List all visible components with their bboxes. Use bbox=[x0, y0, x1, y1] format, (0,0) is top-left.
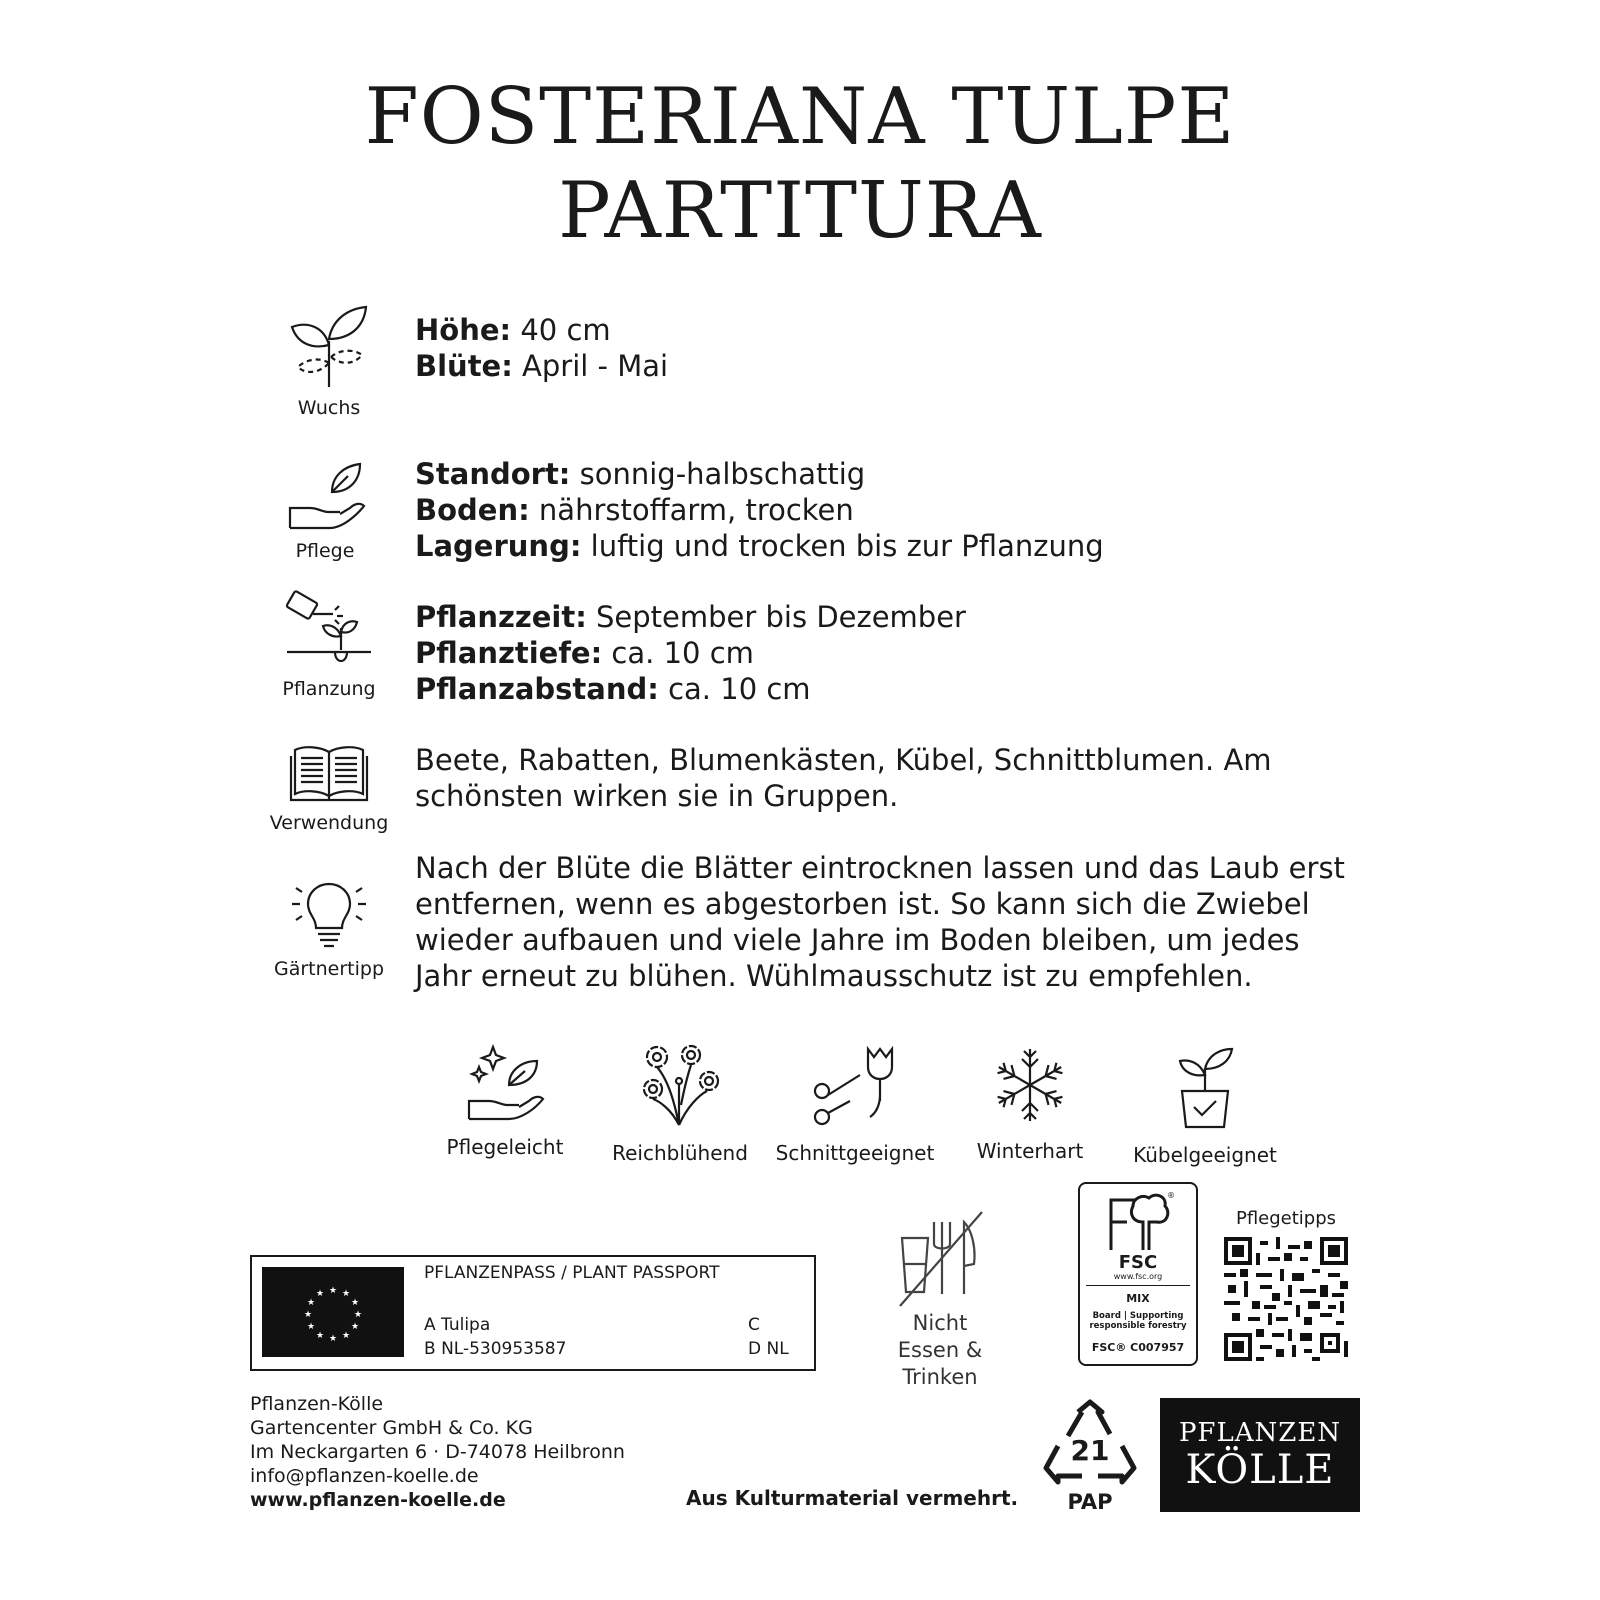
svg-text:★: ★ bbox=[341, 1289, 351, 1299]
plant-passport bbox=[250, 1255, 816, 1371]
wuchs-info bbox=[415, 312, 1345, 384]
feature-label-winterhart: Winterhart bbox=[976, 1139, 1084, 1163]
fsc-tree-icon bbox=[1103, 1192, 1173, 1254]
address-email: info@pflanzen-koelle.de bbox=[250, 1465, 479, 1487]
passport-d: D NL bbox=[748, 1339, 789, 1359]
svg-text:★: ★ bbox=[328, 1334, 338, 1344]
warning-line-2: Essen & Trinken bbox=[897, 1338, 983, 1389]
svg-text:★: ★ bbox=[315, 1331, 325, 1341]
passport-b: B NL-530953587 bbox=[424, 1339, 567, 1359]
pflanzung-info bbox=[415, 599, 1345, 707]
qr-label: Pflegetipps bbox=[1235, 1208, 1337, 1229]
row-label-pflege: Pflege bbox=[295, 540, 355, 562]
pflege-section-icon bbox=[250, 462, 400, 562]
recycling-icon bbox=[1042, 1402, 1138, 1488]
light-bulb-icon bbox=[284, 880, 374, 950]
row-label-gaertnertipp: Gärtnertipp bbox=[273, 958, 385, 980]
svg-text:★: ★ bbox=[350, 1322, 360, 1332]
gaertnertipp-section-icon bbox=[254, 880, 404, 980]
title-line-1: FOSTERIANA TULPE bbox=[364, 72, 1236, 162]
fsc-desc-2: responsible forestry bbox=[1089, 1321, 1187, 1331]
svg-text:®: ® bbox=[1167, 1191, 1175, 1200]
feature-label-reichbluehend: Reichblühend bbox=[612, 1141, 748, 1165]
feature-kuebelgeeignet bbox=[1120, 1045, 1290, 1167]
svg-text:★: ★ bbox=[328, 1286, 338, 1296]
pflanzabstand-value: ca. 10 cm bbox=[658, 672, 811, 706]
hand-leaf-icon bbox=[280, 462, 370, 532]
qr-block bbox=[1222, 1208, 1350, 1361]
passport-c: C bbox=[748, 1315, 760, 1335]
verwendung-text: Beete, Rabatten, Blumenkästen, Kübel, Schnittblumen. Am schönsten wirken sie in Gruppen. bbox=[415, 743, 1272, 813]
warning-block bbox=[860, 1208, 1020, 1391]
row-label-pflanzung: Pflanzung bbox=[282, 678, 376, 700]
open-book-icon bbox=[289, 742, 369, 804]
pflanzzeit-key: Pflanzzeit: bbox=[415, 600, 587, 634]
fsc-code: FSC® C007957 bbox=[1091, 1341, 1185, 1354]
boden-key: Boden: bbox=[415, 493, 530, 527]
address-line-1: Pflanzen-Kölle bbox=[250, 1393, 384, 1415]
feature-label-pflegeleicht: Pflegeleicht bbox=[446, 1135, 564, 1159]
svg-text:★: ★ bbox=[353, 1310, 363, 1320]
verwendung-section-icon bbox=[254, 742, 404, 834]
pflanzung-section-icon bbox=[254, 590, 404, 700]
warning-line-1: Nicht bbox=[912, 1311, 968, 1335]
fsc-desc-1: Board | Supporting bbox=[1092, 1311, 1184, 1321]
pflanzabstand-key: Pflanzabstand: bbox=[415, 672, 659, 706]
pflege-info bbox=[415, 456, 1345, 564]
bluete-key: Blüte: bbox=[415, 349, 513, 383]
feature-label-schnittgeeignet: Schnittgeeignet bbox=[775, 1141, 935, 1165]
lagerung-value: luftig und trocken bis zur Pflanzung bbox=[581, 529, 1104, 563]
pflanzen-koelle-logo bbox=[1160, 1398, 1360, 1512]
watering-can-icon bbox=[281, 590, 377, 670]
no-eating-drinking-icon bbox=[890, 1208, 990, 1308]
svg-text:★: ★ bbox=[303, 1310, 313, 1320]
hoehe-value: 40 cm bbox=[511, 313, 611, 347]
fsc-site: www.fsc.org bbox=[1113, 1272, 1163, 1281]
wuchs-section-icon bbox=[254, 305, 404, 419]
hoehe-key: Höhe: bbox=[415, 313, 512, 347]
svg-text:★: ★ bbox=[315, 1289, 325, 1299]
snowflake-icon bbox=[990, 1045, 1070, 1125]
product-title bbox=[0, 70, 1600, 258]
pflanztiefe-value: ca. 10 cm bbox=[602, 636, 754, 670]
lagerung-key: Lagerung: bbox=[415, 529, 582, 563]
address-line-2: Gartencenter GmbH & Co. KG bbox=[250, 1417, 533, 1439]
svg-text:★: ★ bbox=[341, 1331, 351, 1341]
boden-value: nährstoffarm, trocken bbox=[529, 493, 854, 527]
standort-value: sonnig-halbschattig bbox=[570, 457, 866, 491]
propagation-note: Aus Kulturmaterial vermehrt. bbox=[686, 1486, 1019, 1510]
qr-code-icon[interactable] bbox=[1224, 1237, 1348, 1361]
row-label-verwendung: Verwendung bbox=[269, 812, 389, 834]
passport-header: PFLANZENPASS / PLANT PASSPORT bbox=[424, 1263, 720, 1283]
title-line-2: PARTITURA bbox=[558, 166, 1042, 256]
scissors-tulip-icon bbox=[810, 1045, 900, 1127]
logo-line-2: KÖLLE bbox=[1185, 1447, 1335, 1493]
fsc-type: MIX bbox=[1126, 1292, 1150, 1305]
feature-schnittgeeignet bbox=[770, 1045, 940, 1165]
bluete-value: April - Mai bbox=[512, 349, 669, 383]
recycling-number: 21 bbox=[1070, 1434, 1110, 1467]
feature-pflegeleicht bbox=[420, 1045, 590, 1159]
easy-care-icon bbox=[465, 1045, 545, 1121]
plant-growth-icon bbox=[284, 305, 374, 389]
flowers-icon bbox=[635, 1045, 725, 1127]
logo-line-1: PFLANZEN bbox=[1178, 1418, 1342, 1448]
svg-text:★: ★ bbox=[306, 1322, 316, 1332]
passport-a: A Tulipa bbox=[424, 1315, 491, 1335]
pflanztiefe-key: Pflanztiefe: bbox=[415, 636, 603, 670]
recycling-code: PAP bbox=[1067, 1490, 1113, 1514]
recycling-block bbox=[1040, 1402, 1140, 1514]
feature-label-kuebelgeeignet: Kübelgeeignet bbox=[1133, 1143, 1277, 1167]
feature-reichbluehend bbox=[595, 1045, 765, 1165]
address-line-3: Im Neckargarten 6 · D-74078 Heilbronn bbox=[250, 1441, 625, 1463]
svg-text:★: ★ bbox=[306, 1298, 316, 1308]
address-website: www.pflanzen-koelle.de bbox=[250, 1489, 506, 1511]
eu-flag-icon bbox=[262, 1267, 404, 1357]
standort-key: Standort: bbox=[415, 457, 571, 491]
company-address bbox=[250, 1392, 625, 1512]
feature-winterhart bbox=[945, 1045, 1115, 1163]
fsc-label bbox=[1078, 1182, 1198, 1366]
svg-text:★: ★ bbox=[350, 1298, 360, 1308]
fsc-name: FSC bbox=[1118, 1252, 1158, 1273]
gaertnertipp-text: Nach der Blüte die Blätter eintrocknen lassen und das Laub erst entfernen, wenn es abgestorben ist. So kann sich die Zwiebel wieder aufbauen und viele Jahre im Boden bleiben, um jedes Jahr erneut zu blühen. Wühlmausschutz ist zu empfehlen. bbox=[415, 851, 1345, 993]
potted-plant-icon bbox=[1170, 1045, 1240, 1129]
row-label-wuchs: Wuchs bbox=[297, 397, 361, 419]
pflanzzeit-value: September bis Dezember bbox=[586, 600, 966, 634]
